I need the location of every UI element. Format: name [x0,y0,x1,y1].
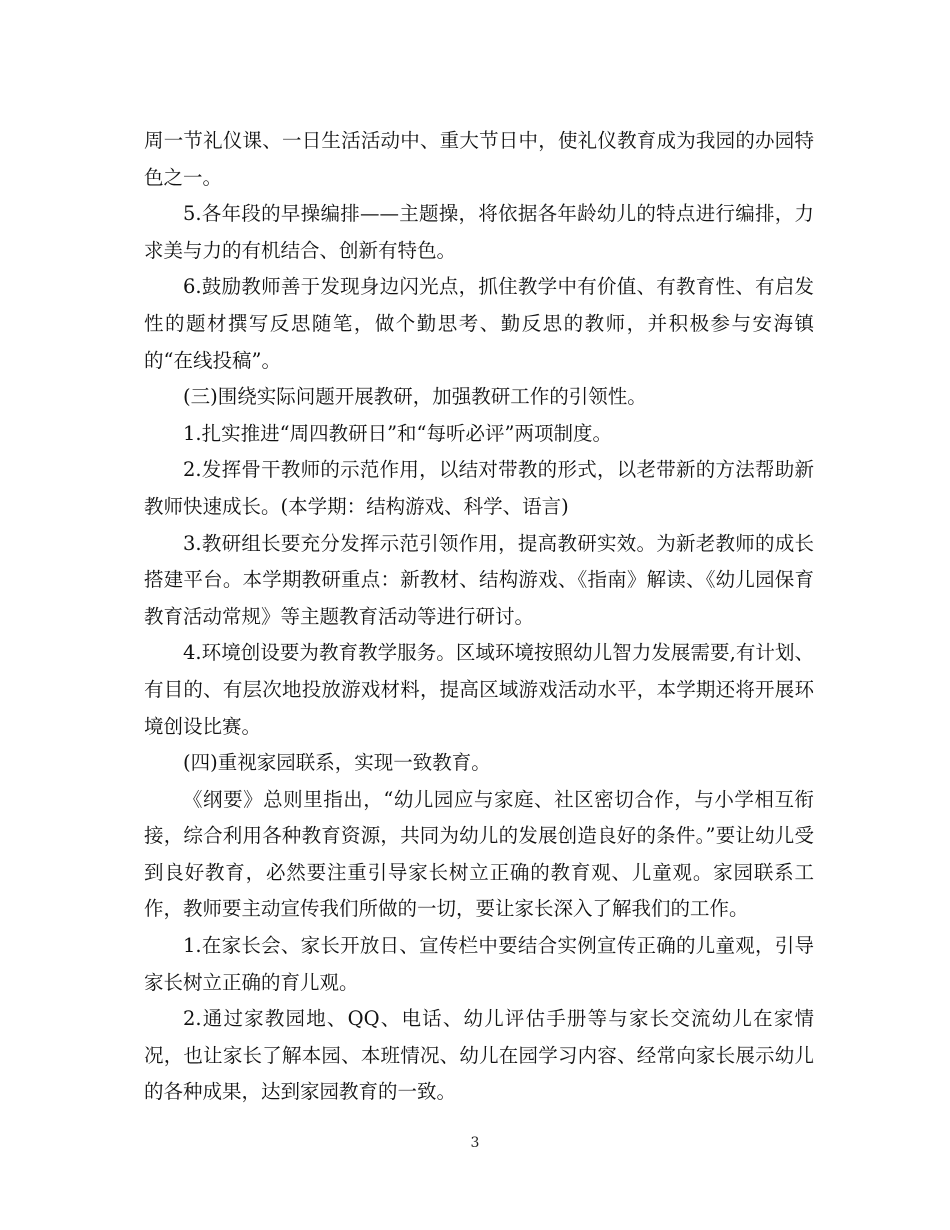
page-number: 3 [470,1135,480,1151]
paragraph-research-item-2: 2.发挥骨干教师的示范作用，以结对带教的形式，以老带新的方法帮助新教师快速成长。(本学期：结构游戏、科学、语言) [144,458,814,518]
paragraph-research-item-1: 1.扎实推进“周四教研日”和“每听必评”两项制度。 [183,421,612,445]
paragraph-item-5-morning-exercise: 5.各年段的早操编排——主题操，将依据各年龄幼儿的特点进行编排，力求美与力的有机结合、创新有特色。 [144,202,814,262]
section-heading-4-home-school: (四)重视家园联系，实现一致教育。 [183,751,491,775]
paragraph-guideline-quote: 《纲要》总则里指出，“幼儿园应与家庭、社区密切合作，与小学相互衔接，综合利用各种教育资源，共同为幼儿的发展创造良好的条件。”要让幼儿受到良好教育，必然要注重引导家长树立正确的教育观、儿童观。家园联系工作，教师要主动宣传我们所做的一切，要让家长深入了解我们的工作。 [144,787,814,921]
paragraph-home-school-item-2: 2.通过家教园地、QQ、电话、幼儿评估手册等与家长交流幼儿在家情况，也让家长了解本园、本班情况、幼儿在园学习内容、经常向家长展示幼儿的各种成果，达到家园教育的一致。 [144,1007,814,1104]
paragraph-research-item-4: 4.环境创设要为教育教学服务。区域环境按照幼儿智力发展需要,有计划、有目的、有层次地投放游戏材料，提高区域游戏活动水平，本学期还将开展环境创设比赛。 [144,641,814,738]
paragraph-item-6-reflection-essays: 6.鼓励教师善于发现身边闪光点，抓住教学中有价值、有教育性、有启发性的题材撰写反思随笔，做个勤思考、勤反思的教师，并积极参与安海镇的“在线投稿”。 [144,275,814,372]
section-heading-3-research: (三)围绕实际问题开展教研，加强教研工作的引领性。 [183,385,647,409]
paragraph-home-school-item-1: 1.在家长会、家长开放日、宣传栏中要结合实例宣传正确的儿童观，引导家长树立正确的育儿观。 [144,934,814,994]
paragraph-research-item-3: 3.教研组长要充分发挥示范引领作用，提高教研实效。为新老教师的成长搭建平台。本学期教研重点：新教材、结构游戏、《指南》解读、《幼儿园保育教育活动常规》等主题教育活动等进行研讨。 [144,531,814,628]
document-body [144,123,814,1111]
paragraph-etiquette-continuation: 周一节礼仪课、一日生活活动中、重大节日中，使礼仪教育成为我园的办园特色之一。 [144,129,814,189]
